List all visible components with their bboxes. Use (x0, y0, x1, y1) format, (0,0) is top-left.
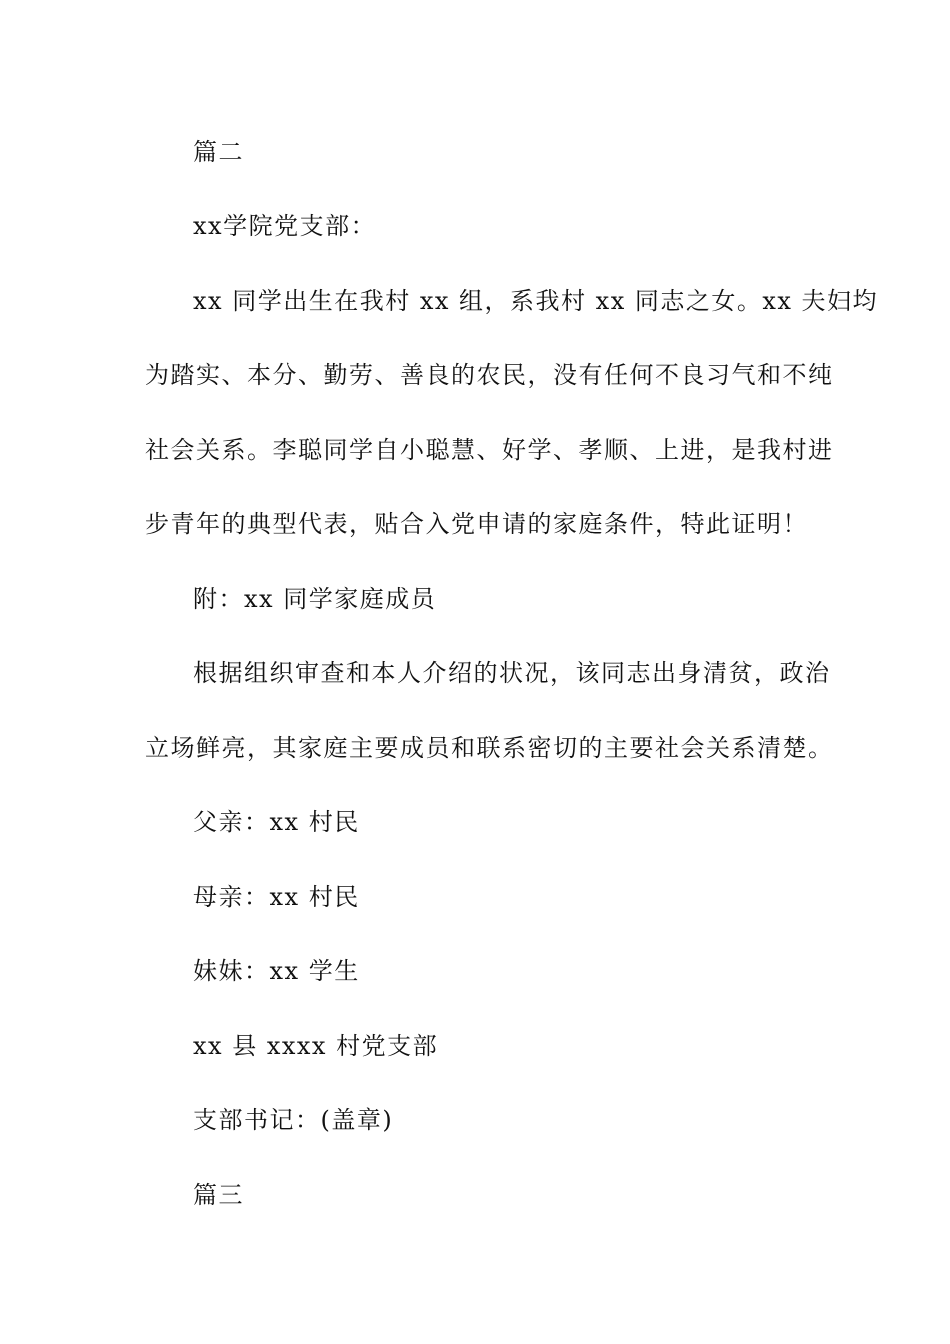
family-member-father: 父亲：xx 村民 (193, 808, 360, 836)
section-heading-3: 篇三 (193, 1181, 244, 1209)
paragraph-line: 社会关系。李聪同学自小聪慧、好学、孝顺、上进，是我村进 (145, 436, 834, 464)
attachment-note: 附：xx 同学家庭成员 (193, 585, 437, 613)
paragraph-line: 立场鲜亮，其家庭主要成员和联系密切的主要社会关系清楚。 (145, 734, 834, 762)
secretary-seal-line: 支部书记：(盖章) (193, 1106, 394, 1134)
paragraph-line: xx 同学出生在我村 xx 组，系我村 xx 同志之女。xx 夫妇均 (193, 287, 879, 315)
paragraph-line: 根据组织审查和本人介绍的状况，该同志出身清贫，政治 (193, 659, 831, 687)
issuer: xx 县 xxxx 村党支部 (193, 1032, 439, 1060)
paragraph-line: 为踏实、本分、勤劳、善良的农民，没有任何不良习气和不纯 (145, 361, 834, 389)
section-heading-2: 篇二 (193, 138, 244, 166)
family-member-mother: 母亲：xx 村民 (193, 883, 360, 911)
salutation: xx学院党支部： (193, 212, 377, 240)
family-member-sister: 妹妹：xx 学生 (193, 957, 360, 985)
paragraph-line: 步青年的典型代表，贴合入党申请的家庭条件，特此证明！ (145, 510, 808, 538)
